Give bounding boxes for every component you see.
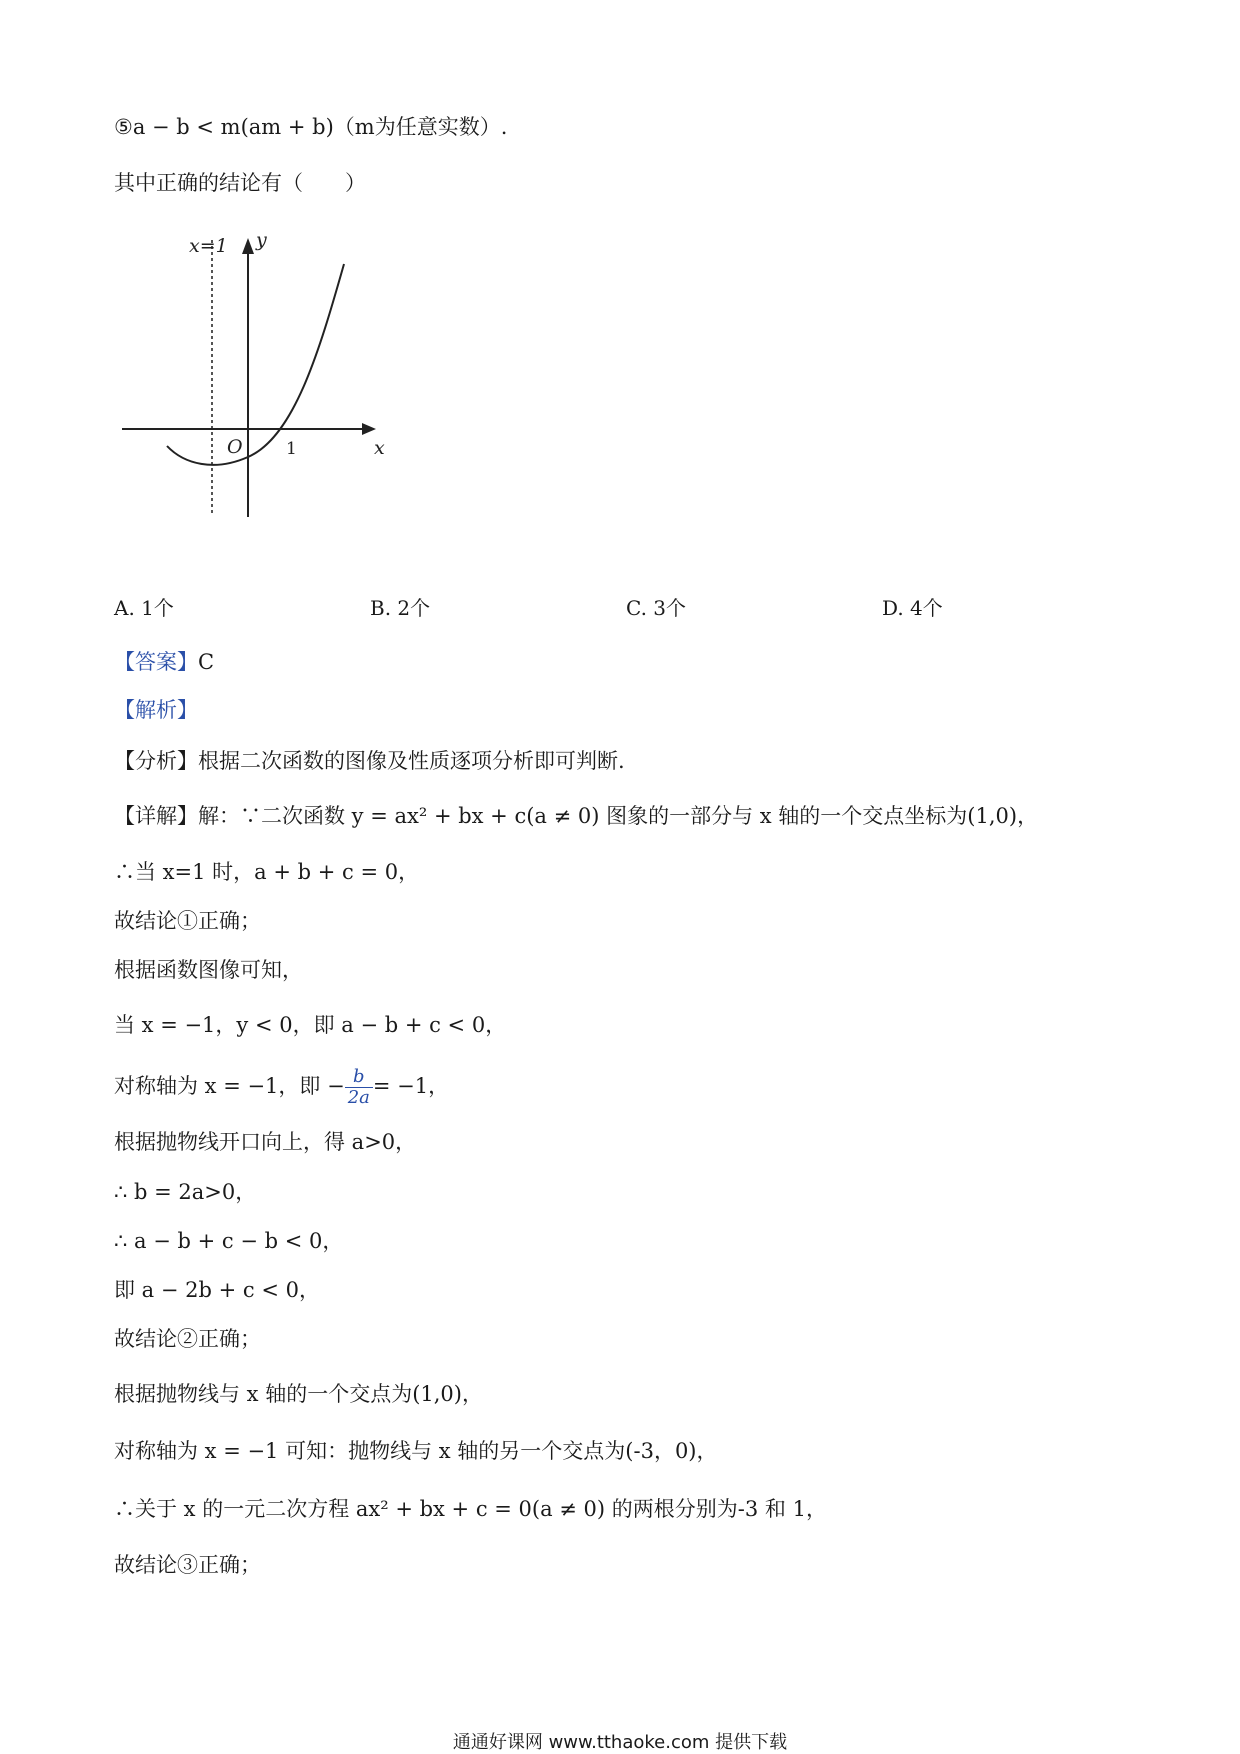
step-line-2: 故结论①正确； bbox=[114, 909, 261, 933]
step-line-5 bbox=[114, 1067, 449, 1108]
step-line-1: ∴当 x=1 时，a + b + c = 0， bbox=[114, 860, 420, 884]
x-axis-arrow bbox=[362, 423, 376, 435]
step-line-12: 对称轴为 x = −1 可知：抛物线与 x 轴的另一个交点为(-3，0)， bbox=[114, 1439, 718, 1463]
fraction-numerator: b bbox=[345, 1067, 373, 1088]
step-line-10: 故结论②正确； bbox=[114, 1327, 261, 1351]
detail-line: 【详解】解：∵二次函数 y = ax² + bx + c(a ≠ 0) 图象的一部分与 x 轴的一个交点坐标为(1,0)， bbox=[114, 804, 1039, 828]
answer-tag: 【答案】 bbox=[114, 650, 198, 674]
option-d[interactable]: D. 4个 bbox=[882, 596, 943, 620]
axis-text-end: = −1， bbox=[372, 1074, 450, 1098]
step-line-9: 即 a − 2b + c < 0， bbox=[114, 1278, 320, 1302]
tick-label-1: 1 bbox=[286, 439, 297, 459]
x-axis-label: x bbox=[374, 437, 385, 459]
answer-line bbox=[114, 647, 214, 677]
step-line-6: 根据抛物线开口向上，得 a>0， bbox=[114, 1130, 417, 1154]
parabola-curve bbox=[167, 264, 344, 465]
option-b[interactable]: B. 2个 bbox=[370, 596, 431, 620]
step-line-7: ∴ b = 2a>0， bbox=[114, 1180, 257, 1204]
origin-label: O bbox=[227, 436, 243, 458]
fraction-denominator: 2a bbox=[347, 1087, 370, 1108]
page-footer: 通通好课网 www.tthaoke.com 提供下载 bbox=[452, 1732, 788, 1753]
y-axis-label: y bbox=[256, 232, 267, 251]
axis-text: 对称轴为 x = −1，即 − bbox=[114, 1074, 345, 1098]
option-c[interactable]: C. 3个 bbox=[626, 596, 687, 620]
answer-value: C bbox=[198, 650, 215, 674]
question-prompt: 其中正确的结论有（ ） bbox=[114, 171, 366, 195]
statement-5: ⑤a − b < m(am + b)（m为任意实数）. bbox=[114, 115, 508, 139]
fenxi-line: 【分析】根据二次函数的图像及性质逐项分析即可判断. bbox=[114, 749, 625, 773]
step-line-13: ∴关于 x 的一元二次方程 ax² + bx + c = 0(a ≠ 0) 的两根分别为-3 和 1， bbox=[114, 1497, 827, 1521]
step-line-8: ∴ a − b + c − b < 0， bbox=[114, 1229, 344, 1253]
axis-line-label: x=1 bbox=[189, 235, 228, 257]
analysis-tag: 【解析】 bbox=[114, 698, 198, 722]
step-line-3: 根据函数图像可知， bbox=[114, 958, 303, 982]
option-a[interactable]: A. 1个 bbox=[114, 596, 174, 620]
step-line-4: 当 x = −1，y < 0，即 a − b + c < 0， bbox=[114, 1013, 507, 1037]
y-axis-arrow bbox=[242, 238, 254, 254]
parabola-graph bbox=[114, 232, 404, 522]
fraction-b-over-2a bbox=[345, 1067, 373, 1108]
step-line-14: 故结论③正确； bbox=[114, 1553, 261, 1577]
step-line-11: 根据抛物线与 x 轴的一个交点为(1,0)， bbox=[114, 1382, 483, 1406]
